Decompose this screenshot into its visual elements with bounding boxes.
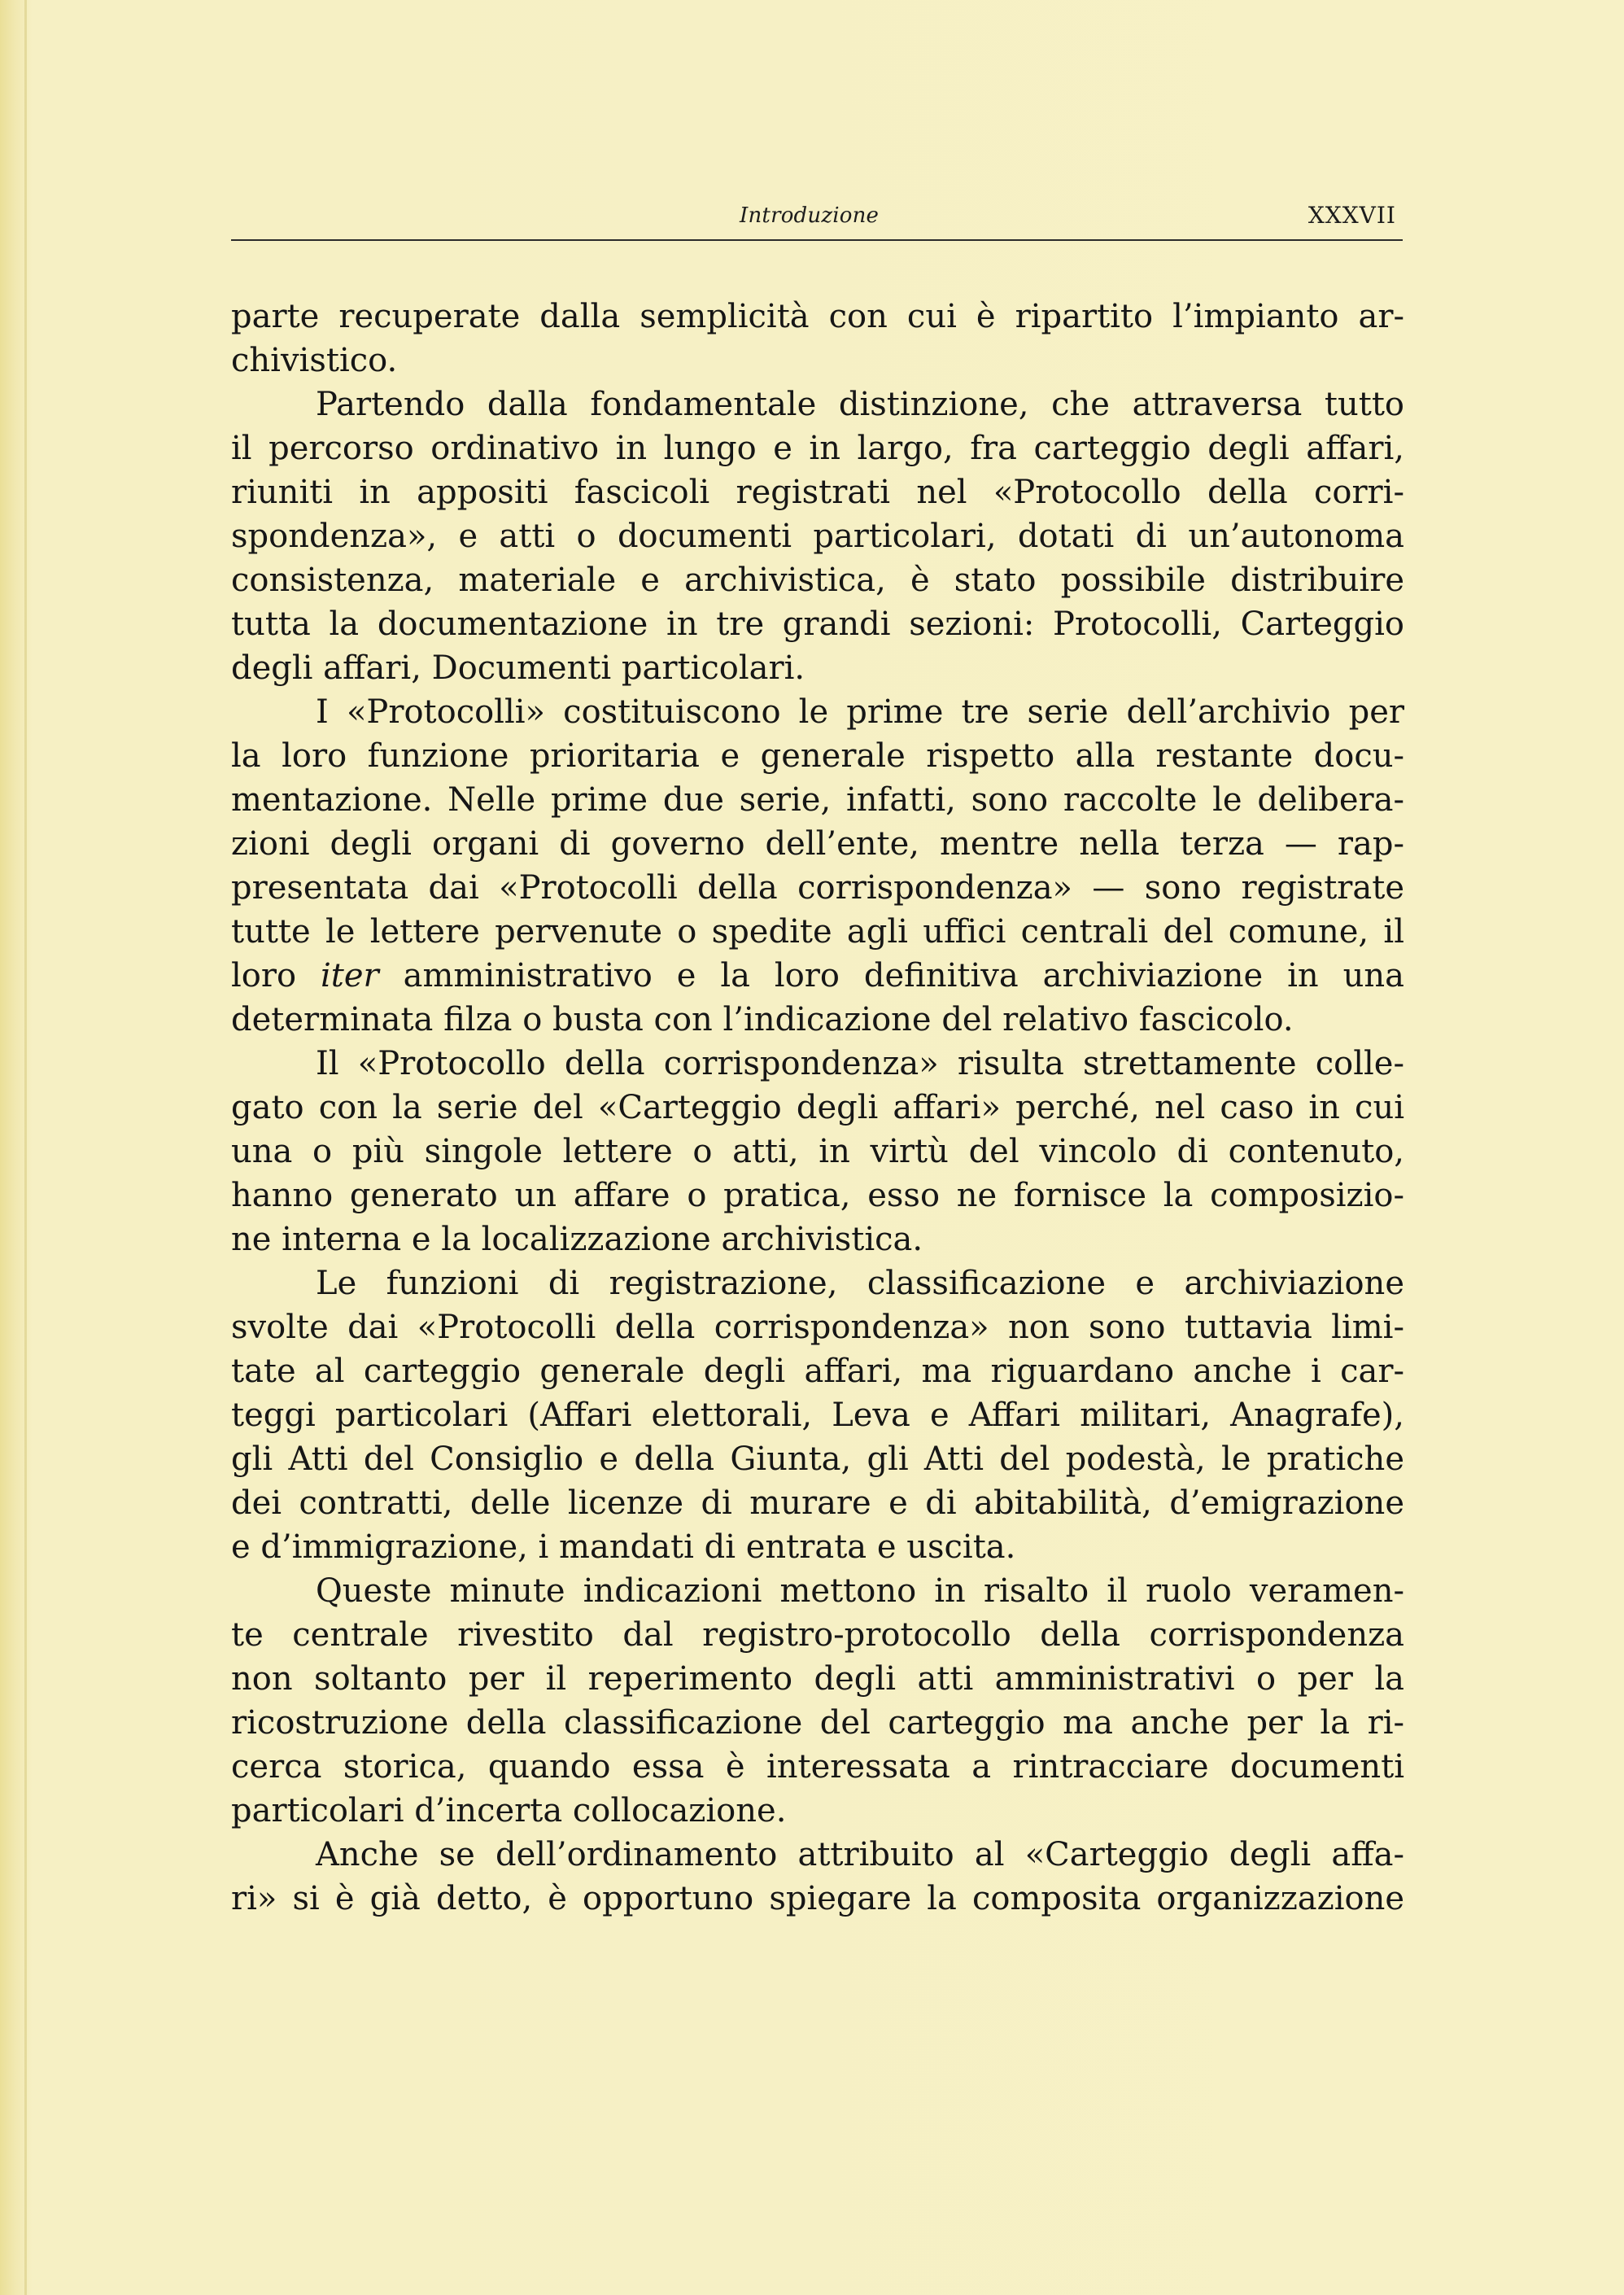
text-line: spondenza», e atti o documenti particolari, dotati di un’autonoma bbox=[231, 518, 1404, 555]
paragraph-2 bbox=[231, 382, 1404, 690]
text-line: hanno generato un affare o pratica, esso ne fornisce la composizio- bbox=[231, 1177, 1404, 1214]
text-line: riuniti in appositi fascicoli registrati nel «Protocollo della corri- bbox=[231, 474, 1404, 511]
text-line: degli affari, Documenti particolari. bbox=[231, 649, 805, 687]
text-line: I «Protocolli» costituiscono le prime tre serie dell’archivio per bbox=[316, 693, 1404, 731]
page-edge-shadow bbox=[24, 0, 27, 2295]
text-line: una o più singole lettere o atti, in virtù del vincolo di contenuto, bbox=[231, 1133, 1404, 1170]
paragraph-6 bbox=[231, 1569, 1404, 1833]
text-line: presentata dai «Protocolli della corrispondenza» — sono registrate bbox=[231, 869, 1404, 907]
paragraph-5 bbox=[231, 1261, 1404, 1569]
iter-after: amministrativo e la loro definitiva archiviazione in una bbox=[378, 957, 1405, 994]
text-line: mentazione. Nelle prime due serie, infatti, sono raccolte le delibera- bbox=[231, 781, 1404, 819]
running-head bbox=[231, 199, 1403, 241]
text-line: zioni degli organi di governo dell’ente, mentre nella terza — rap- bbox=[231, 825, 1404, 863]
text-line: tate al carteggio generale degli affari, ma riguardano anche i car- bbox=[231, 1353, 1404, 1390]
page-number: XXXVII bbox=[1307, 202, 1396, 229]
iter-italic: iter bbox=[321, 957, 379, 994]
text-line: consistenza, materiale e archivistica, è stato possibile distribuire bbox=[231, 562, 1404, 599]
text-line: chivistico. bbox=[231, 342, 398, 379]
text-line: svolte dai «Protocolli della corrispondenza» non sono tuttavia limi- bbox=[231, 1309, 1404, 1346]
paragraph-3 bbox=[231, 690, 1404, 1042]
text-line: Queste minute indicazioni mettono in risalto il ruolo veramen- bbox=[316, 1572, 1404, 1610]
text-line: Anche se dell’ordinamento attribuito al «Carteggio degli affa- bbox=[316, 1836, 1404, 1873]
text-line: te centrale rivestito dal registro-protocollo della corrispondenza bbox=[231, 1616, 1404, 1654]
text-line: ri» si è già detto, è opportuno spiegare la composita organizzazione bbox=[231, 1880, 1404, 1917]
paragraph-1 bbox=[231, 295, 1404, 382]
text-line: Le funzioni di registrazione, classificazione e archiviazione bbox=[316, 1265, 1404, 1302]
text-line: particolari d’incerta collocazione. bbox=[231, 1792, 787, 1829]
text-line: Partendo dalla fondamentale distinzione, che attraversa tutto bbox=[316, 386, 1404, 423]
paragraph-4 bbox=[231, 1042, 1404, 1261]
text-line: la loro funzione prioritaria e generale rispetto alla restante docu- bbox=[231, 737, 1404, 775]
text-line: ricostruzione della classificazione del carteggio ma anche per la ri- bbox=[231, 1704, 1404, 1742]
text-line: ne interna e la localizzazione archivistica. bbox=[231, 1221, 923, 1258]
text-line-iter bbox=[231, 954, 1404, 998]
text-line: Il «Protocollo della corrispondenza» risulta strettamente colle- bbox=[316, 1045, 1404, 1082]
text-line: il percorso ordinativo in lungo e in largo, fra carteggio degli affari, bbox=[231, 430, 1404, 467]
text-line: gli Atti del Consiglio e della Giunta, gli Atti del podestà, le pratiche bbox=[231, 1440, 1404, 1478]
text-line: determinata filza o busta con l’indicazione del relativo fascicolo. bbox=[231, 1001, 1294, 1038]
text-line: parte recuperate dalla semplicità con cui è ripartito l’impianto ar- bbox=[231, 298, 1404, 335]
text-line: teggi particolari (Affari elettorali, Leva e Affari militari, Anagrafe), bbox=[231, 1397, 1404, 1434]
text-line: dei contratti, delle licenze di murare e di abitabilità, d’emigrazione bbox=[231, 1484, 1404, 1522]
running-title: Introduzione bbox=[740, 203, 880, 228]
body-text bbox=[231, 295, 1404, 1921]
text-line: e d’immigrazione, i mandati di entrata e uscita. bbox=[231, 1528, 1016, 1566]
text-line: tutte le lettere pervenute o spedite agli uffici centrali del comune, il bbox=[231, 913, 1404, 951]
iter-before: loro bbox=[231, 957, 321, 994]
text-line: cerca storica, quando essa è interessata a rintracciare documenti bbox=[231, 1748, 1404, 1786]
text-line: gato con la serie del «Carteggio degli affari» perché, nel caso in cui bbox=[231, 1089, 1404, 1126]
paragraph-7 bbox=[231, 1833, 1404, 1921]
text-line: tutta la documentazione in tre grandi sezioni: Protocolli, Carteggio bbox=[231, 605, 1404, 643]
text-line: non soltanto per il reperimento degli atti amministrativi o per la bbox=[231, 1660, 1404, 1698]
